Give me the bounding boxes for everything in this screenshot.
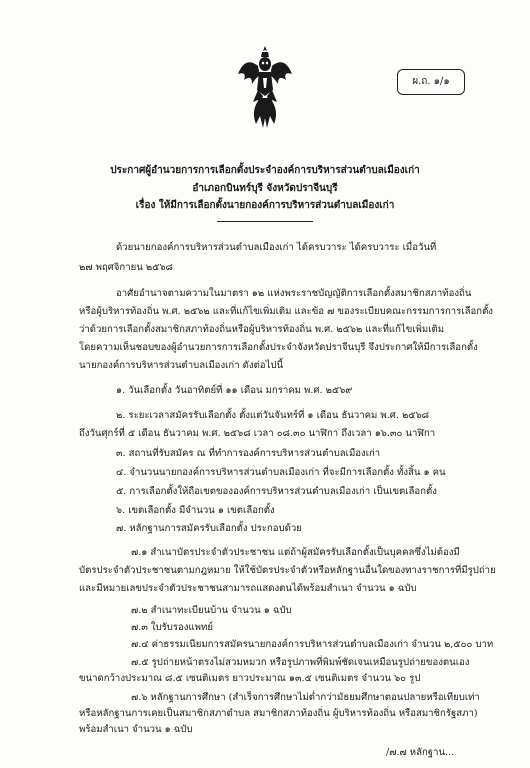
announcement-title-line1: ประกาศผู้อำนวยการการเลือกตั้งประจำองค์การบริหารส่วนตำบลเมืองเก่า [110, 165, 420, 176]
item-1-election-date: ๑. วันเลือกตั้ง วันอาทิตย์ที่ ๑๑ เดือน มกราคม พ.ศ. ๒๕๖๙ [116, 385, 353, 396]
item-5-electoral-area: ๕. การเลือกตั้งให้ถือเขตขององค์การบริหารส่วนตำบลเมืองเก่า เป็นเขตเลือกตั้ง [116, 486, 437, 497]
intro-line-2: ๒๗ พฤศจิกายน ๒๕๖๘ [79, 262, 173, 273]
announcement-subject: เรื่อง ให้มีการเลือกตั้งนายกองค์การบริหารส่วนตำบลเมืองเก่า [135, 200, 395, 211]
garuda-emblem-icon [236, 44, 294, 130]
item-7-3-medical-certificate: ๗.๓ ใบรับรองแพทย์ [131, 622, 213, 633]
authority-line-1: อาศัยอำนาจตามความในมาตรา ๑๒ แห่งพระราชบัญญัติการเลือกตั้งสมาชิกสภาท้องถิ่น [116, 288, 472, 299]
item-7-required-documents: ๗. หลักฐานการสมัครรับเลือกตั้ง ประกอบด้วย [116, 523, 302, 534]
item-7-6-education-evidence-cont-1: หรือหลักฐานการเคยเป็นสมาชิกสภาตำบล สมาชิกสภาท้องถิ่น ผู้บริหารท้องถิ่น หรือสมาชิกรัฐสภา) [79, 708, 478, 719]
item-7-6-education-evidence-cont-2: พร้อมสำเนา จำนวน ๑ ฉบับ [79, 724, 193, 735]
item-7-1-id-card-cont-1: บัตรประจำตัวประชาชนตามกฎหมาย ให้ใช้บัตรประจำตัวหรือหลักฐานอื่นใดของทางราชการที่มีรูปถ่าย [79, 565, 496, 576]
item-7-4-application-fee: ๗.๔ ค่าธรรมเนียมการสมัครนายกองค์การบริหารส่วนตำบลเมืองเก่า จำนวน ๒,๕๐๐ บาท [131, 639, 494, 650]
item-7-1-id-card-cont-2: และมีหมายเลขประจำตัวประชาชนสามารถแสดงตนได้พร้อมสำเนา จำนวน ๑ ฉบับ [79, 583, 417, 594]
item-7-5-photographs-cont: ขนาดกว้างประมาณ ๘.๕ เซนติเมตร ยาวประมาณ ๑๓.๕ เซนติเมตร จำนวน ๖๐ รูป [79, 673, 421, 684]
announcement-title-line2: อำเภอกบินทร์บุรี จังหวัดปราจีนบุรี [192, 183, 338, 194]
form-code-box: ผ.ถ. ๑/๑ [397, 69, 465, 95]
item-7-5-photographs: ๗.๕ รูปถ่ายหน้าตรงไม่สวมหมวก หรือรูปภาพที่พิมพ์ชัดเจนเหมือนรูปถ่ายของตนเอง [131, 657, 470, 668]
authority-line-2: หรือผู้บริหารท้องถิ่น พ.ศ. ๒๕๖๒ และที่แก้ไขเพิ่มเติม และข้อ ๗ ของระเบียบคณะกรรมการการเลือกตั้ง [79, 306, 493, 317]
item-2-application-period-cont: ถึงวันศุกร์ที่ ๕ เดือน ธันวาคม พ.ศ. ๒๕๖๘ เวลา ๐๘.๓๐ นาฬิกา ถึงเวลา ๑๖.๓๐ นาฬิกา [79, 428, 436, 439]
item-7-6-education-evidence: ๗.๖ หลักฐานการศึกษา (สำเร็จการศึกษาไม่ต่ำกว่ามัธยมศึกษาตอนปลายหรือเทียบเท่า [131, 692, 480, 703]
intro-line-1: ด้วยนายกองค์การบริหารส่วนตำบลเมืองเก่า ได้ครบวาระ ได้ครบวาระ เมื่อวันที่ [116, 242, 437, 253]
item-2-application-period: ๒. ระยะเวลาสมัครรับเลือกตั้ง ตั้งแต่วันจันทร์ที่ ๑ เดือน ธันวาคม พ.ศ. ๒๕๖๘ [116, 410, 430, 421]
item-4-number-of-seats: ๔. จำนวนนายกองค์การบริหารส่วนตำบลเมืองเก่า ที่จะมีการเลือกตั้ง ทั้งสิ้น ๑ คน [116, 467, 446, 478]
heading-divider [217, 221, 313, 222]
item-6-constituency-count: ๖. เขตเลือกตั้ง มีจำนวน ๑ เขตเลือกตั้ง [116, 505, 275, 516]
authority-line-5: นายกองค์การบริหารส่วนตำบลเมืองเก่า ดังต่อไปนี้ [79, 360, 284, 371]
authority-line-4: โดยความเห็นชอบของผู้อำนวยการการเลือกตั้งประจำจังหวัดปราจีนบุรี จึงประกาศให้มีการเลือกตั้ง [79, 342, 478, 353]
item-7-2-house-registration: ๗.๒ สำเนาทะเบียนบ้าน จำนวน ๑ ฉบับ [131, 605, 292, 616]
item-7-1-id-card: ๗.๑ สำเนาบัตรประจำตัวประชาชน แต่ถ้าผู้สมัครรับเลือกตั้งเป็นบุคคลซึ่งไม่ต้องมี [131, 547, 460, 558]
continuation-reference: /๗.๗ หลักฐาน... [386, 747, 455, 758]
authority-line-3: ว่าด้วยการเลือกตั้งสมาชิกสภาท้องถิ่นหรือผู้บริหารท้องถิ่น พ.ศ. ๒๕๖๒ และที่แก้ไขเพิ่มเติม [79, 324, 445, 335]
item-3-application-place: ๓. สถานที่รับสมัคร ณ ที่ทำการองค์การบริหารส่วนตำบลเมืองเก่า [116, 448, 381, 459]
